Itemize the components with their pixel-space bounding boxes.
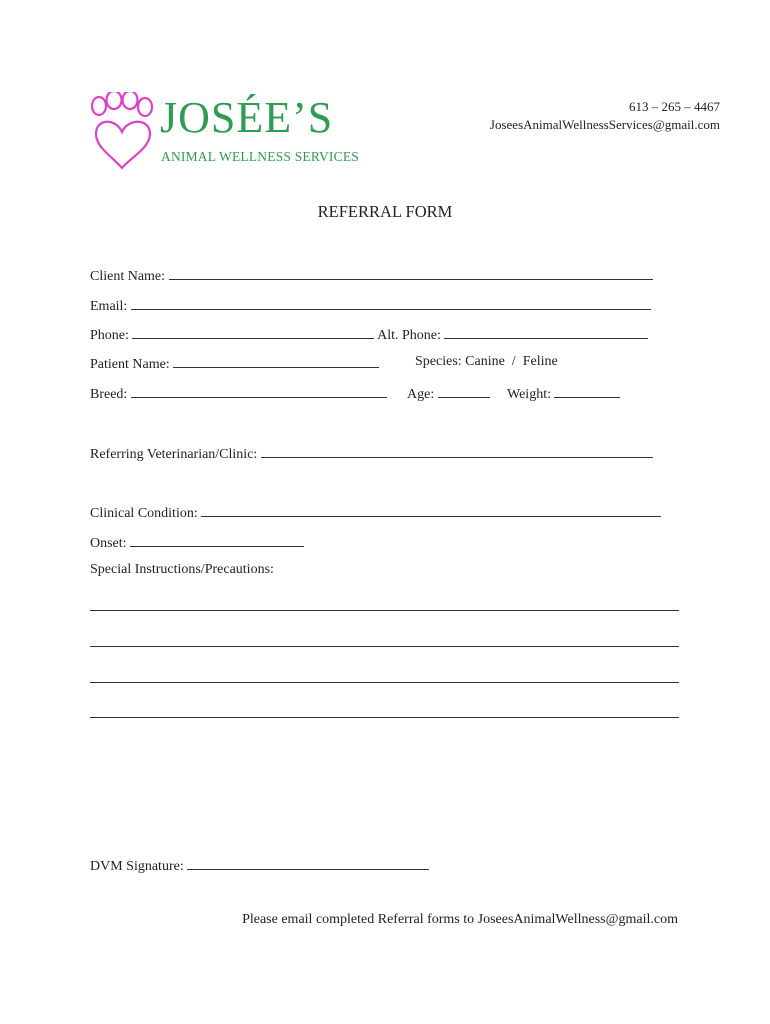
breed-row (90, 383, 387, 404)
special-instructions-label: Special Instructions/Precautions: (90, 562, 274, 577)
dvm-signature-field[interactable] (187, 855, 429, 870)
special-instructions-line-3[interactable] (90, 682, 679, 683)
alt-phone-field[interactable] (444, 324, 648, 339)
paw-heart-icon (88, 92, 160, 172)
species-options[interactable]: Canine / Feline (465, 354, 558, 369)
weight-field[interactable] (554, 383, 620, 398)
patient-row (90, 353, 379, 374)
referring-vet-label: Referring Veterinarian/Clinic: (90, 447, 258, 462)
phone-label: Phone: (90, 328, 129, 343)
email-label: Email: (90, 299, 128, 314)
contact-email: JoseesAnimalWellnessServices@gmail.com (489, 117, 720, 132)
special-instructions-line-2[interactable] (90, 646, 679, 647)
contact-block (490, 98, 720, 134)
species-label: Species: (415, 354, 462, 369)
phone-field[interactable] (132, 324, 374, 339)
referring-vet-row (90, 443, 653, 464)
dvm-signature-row (90, 855, 429, 876)
client-name-label: Client Name: (90, 269, 166, 284)
dvm-signature-label: DVM Signature: (90, 859, 184, 874)
clinical-condition-row (90, 502, 661, 523)
client-name-row (90, 265, 653, 286)
age-group (407, 383, 490, 404)
weight-label: Weight: (507, 387, 551, 402)
email-row (90, 295, 651, 316)
brand-name: JOSÉE’S (160, 93, 334, 142)
alt-phone-label: Alt. Phone: (377, 328, 441, 343)
clinical-condition-field[interactable] (201, 502, 661, 517)
special-instructions-line-1[interactable] (90, 610, 679, 611)
special-instructions-line-4[interactable] (90, 717, 679, 718)
patient-name-label: Patient Name: (90, 357, 170, 372)
referring-vet-field[interactable] (261, 443, 653, 458)
brand-logo (88, 92, 368, 172)
onset-label: Onset: (90, 536, 127, 551)
species-group (415, 353, 558, 371)
email-field[interactable] (131, 295, 651, 310)
onset-field[interactable] (130, 532, 304, 547)
client-name-field[interactable] (169, 265, 653, 280)
phone-row (90, 324, 648, 345)
footer-instructions: Please email completed Referral forms to JoseesAnimalWellness@gmail.com (242, 912, 678, 927)
patient-name-field[interactable] (173, 353, 379, 368)
age-field[interactable] (438, 383, 490, 398)
breed-label: Breed: (90, 387, 128, 402)
brand-tagline: ANIMAL WELLNESS SERVICES (161, 149, 359, 164)
breed-field[interactable] (131, 383, 387, 398)
clinical-condition-label: Clinical Condition: (90, 506, 198, 521)
weight-group (507, 383, 620, 404)
contact-phone: 613 – 265 – 4467 (629, 99, 720, 114)
onset-row (90, 532, 304, 553)
form-title: REFERRAL FORM (317, 202, 453, 221)
age-label: Age: (407, 387, 435, 402)
